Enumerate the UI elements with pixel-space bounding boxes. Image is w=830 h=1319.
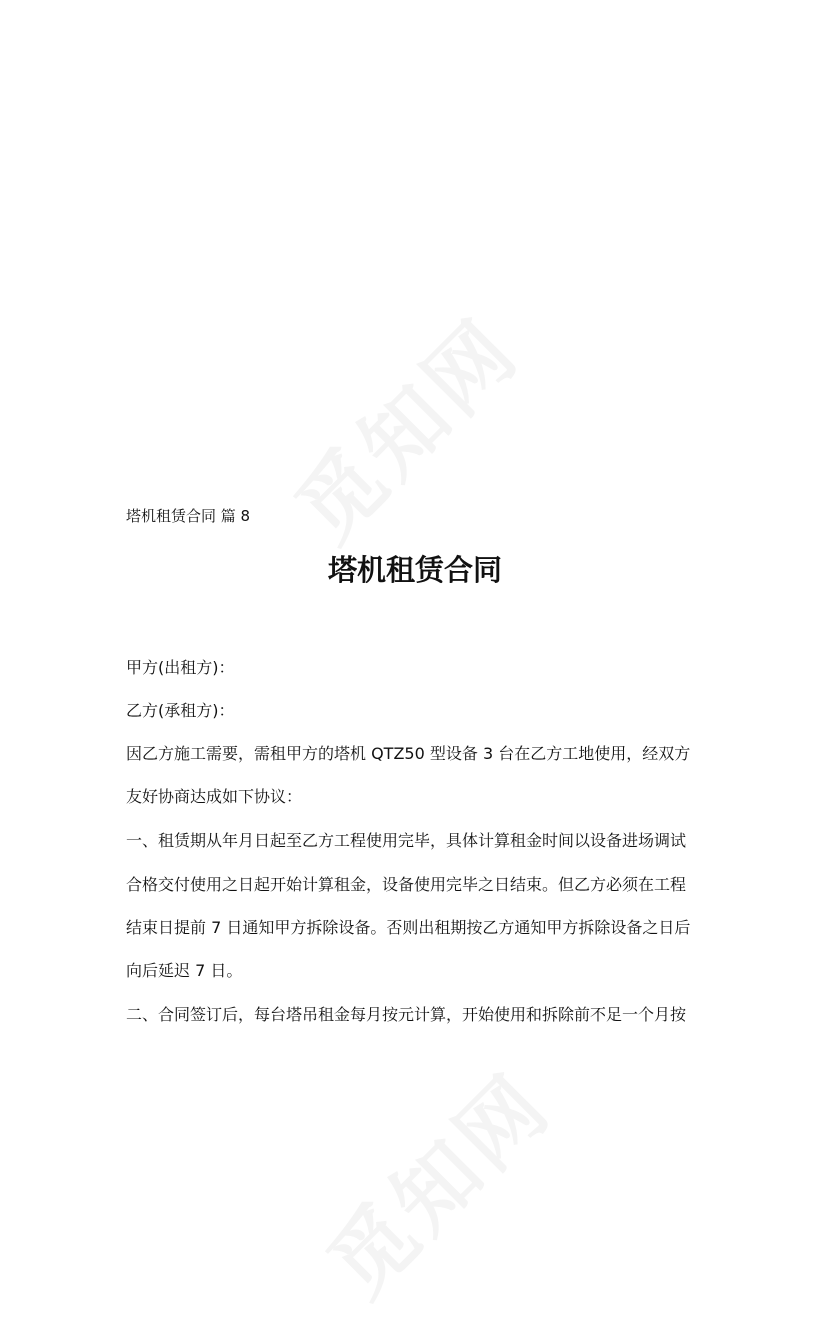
clause-2-line: 二、合同签订后，每台塔吊租金每月按元计算，开始使用和拆除前不足一个月按: [126, 1005, 687, 1024]
clause-1-line: 合格交付使用之日起开始计算租金，设备使用完毕之日结束。但乙方必须在工程: [126, 875, 687, 894]
document-title: 塔机租赁合同: [327, 553, 502, 587]
party-a-line: 甲方(出租方)：: [126, 658, 235, 677]
body-line: 友好协商达成如下协议：: [126, 787, 303, 806]
watermark: [297, 1042, 573, 1318]
body-line: 因乙方施工需要，需租甲方的塔机 QTZ50 型设备 3 台在乙方工地使用，经双方: [126, 744, 691, 763]
clause-1-line: 向后延迟 7 日。: [126, 961, 243, 980]
clause-1-line: 结束日提前 7 日通知甲方拆除设备。否则出租期按乙方通知甲方拆除设备之日后: [126, 918, 691, 937]
watermark: [265, 287, 541, 563]
document-subtitle: 塔机租赁合同 篇 8: [126, 507, 251, 525]
party-b-line: 乙方(承租方)：: [126, 701, 235, 720]
clause-1-line: 一、租赁期从年月日起至乙方工程使用完毕，具体计算租金时间以设备进场调试: [126, 831, 687, 850]
